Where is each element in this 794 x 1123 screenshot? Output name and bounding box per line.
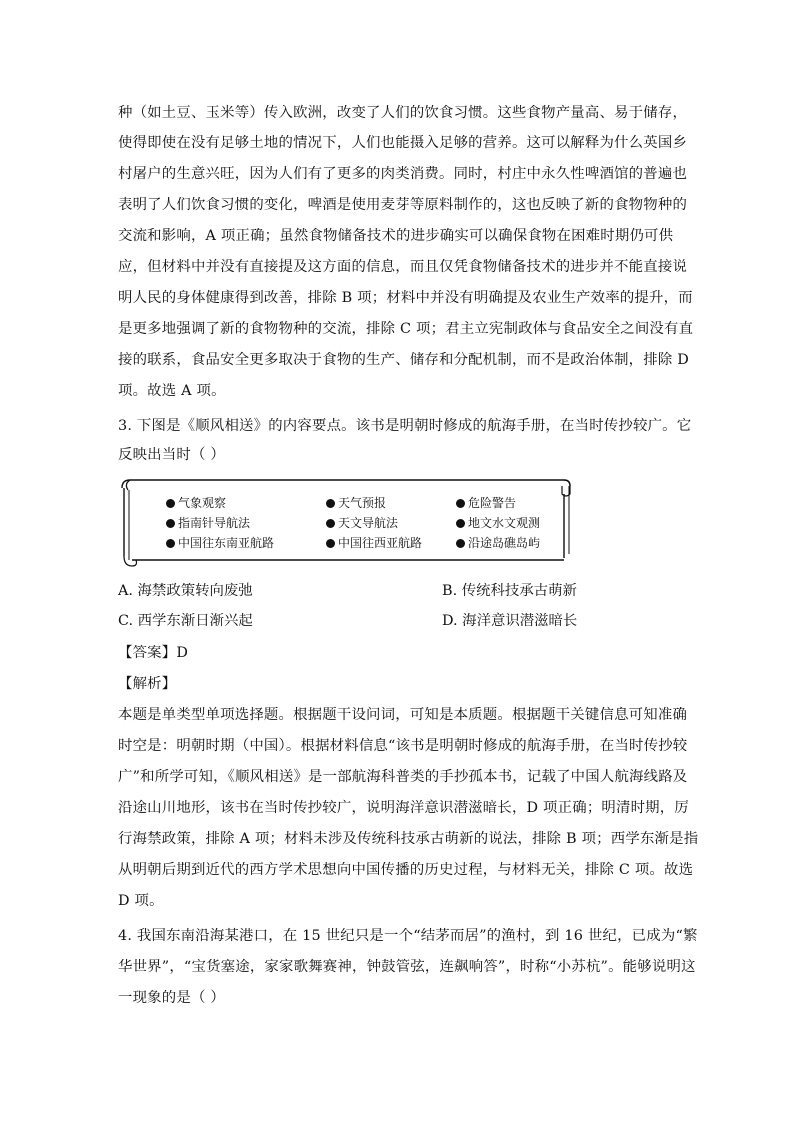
analysis-label: 【解析】 <box>118 676 177 692</box>
scroll-item: 沿途岛礁岛屿 <box>456 534 540 552</box>
bullet-icon <box>166 539 175 548</box>
scroll-item: 危险警告 <box>456 494 516 512</box>
option-d[interactable]: D. 海洋意识潜滋暗长 <box>442 613 578 629</box>
text-line: 使得即使在没有足够土地的情况下，人们也能摄入足够的营养。这可以解释为什么英国乡 <box>118 135 688 151</box>
bullet-icon <box>166 499 175 508</box>
text-line: 从明朝后期到近代的西方学术思想向中国传播的历史过程，与材料无关，排除 C 项。故选 <box>118 862 694 878</box>
scroll-figure <box>118 474 574 570</box>
question-stem-line: 华世界”，“宝货塞途，家家歌舞赛神，钟鼓管弦，连飙响答”，时称“小苏杭”。能够说明这 <box>118 959 696 975</box>
scroll-item: 地文水文观测 <box>456 514 540 532</box>
text-line: 接的联系，食品安全更多取决于食物的生产、储存和分配机制，而不是政治体制，排除 D <box>118 352 689 368</box>
text-line: 交流和影响，A 项正确；虽然食物储备技术的进步确实可以确保食物在困难时期仍可供 <box>118 228 674 244</box>
text-line: 沿途山川地形，该书在当时传抄较广，说明海洋意识潜滋暗长，D 项正确；明清时期，厉 <box>118 800 689 816</box>
text-line: 表明了人们饮食习惯的变化，啤酒是使用麦芽等原料制作的，这也反映了新的食物物种的 <box>118 197 688 213</box>
option-b[interactable]: B. 传统科技承古萌新 <box>442 583 577 599</box>
option-a[interactable]: A. 海禁政策转向废弛 <box>118 583 253 599</box>
answer-line: 【答案】D <box>118 645 189 661</box>
bullet-icon <box>326 519 335 528</box>
text-line: 种（如土豆、玉米等）传入欧洲，改变了人们的饮食习惯。这些食物产量高、易于储存， <box>118 105 688 121</box>
scroll-item: 中国往东南亚航路 <box>166 534 274 552</box>
question-stem-line: 4. 我国东南沿海某港口，在 15 世纪只是一个“结茅而居”的渔村，到 16 世纪，已成为“繁 <box>118 928 698 944</box>
bullet-icon <box>456 539 465 548</box>
text-line: 村屠户的生意兴旺，因为人们有了更多的肉类消费。同时，村庄中永久性啤酒馆的普遍也 <box>118 166 688 182</box>
text-line: 项。故选 A 项。 <box>118 383 226 399</box>
text-line: 本题是单类型单项选择题。根据题干设问词，可知是本质题。根据题干关键信息可知准确 <box>118 707 688 723</box>
text-line: 广”和所学可知，《顺风相送》是一部航海科普类的手抄孤本书，记载了中国人航海线路及 <box>118 769 688 785</box>
scroll-item: 指南针导航法 <box>166 514 250 532</box>
option-c[interactable]: C. 西学东渐日渐兴起 <box>118 613 253 629</box>
scroll-item: 天气预报 <box>326 494 386 512</box>
question-stem-line: 反映出当时（ ） <box>118 447 225 463</box>
question-stem-line: 3. 下图是《顺风相送》的内容要点。该书是明朝时修成的航海手册，在当时传抄较广。它 <box>118 418 692 434</box>
text-line: 明人民的身体健康得到改善，排除 B 项；材料中并没有明确提及农业生产效率的提升，而 <box>118 290 693 306</box>
text-line: 行海禁政策，排除 A 项；材料未涉及传统科技承古萌新的说法，排除 B 项；西学东渐是指 <box>118 831 699 847</box>
bullet-icon <box>456 499 465 508</box>
text-line: D 项。 <box>118 893 164 909</box>
bullet-icon <box>326 499 335 508</box>
bullet-icon <box>166 519 175 528</box>
text-line: 应，但材料中并没有直接提及这方面的信息，而且仅凭食物储备技术的进步并不能直接说 <box>118 259 688 275</box>
scroll-item: 中国往西亚航路 <box>326 534 422 552</box>
question-stem-line: 一现象的是（ ） <box>118 990 225 1006</box>
text-line: 时空是：明朝时期（中国）。根据材料信息“该书是明朝时修成的航海手册，在当时传抄较 <box>118 738 688 754</box>
scroll-item: 气象观察 <box>166 494 226 512</box>
bullet-icon <box>456 519 465 528</box>
text-line: 是更多地强调了新的食物物种的交流，排除 C 项；君主立宪制政体与食品安全之间没有直 <box>118 321 694 337</box>
bullet-icon <box>326 539 335 548</box>
scroll-item: 天文导航法 <box>326 514 398 532</box>
